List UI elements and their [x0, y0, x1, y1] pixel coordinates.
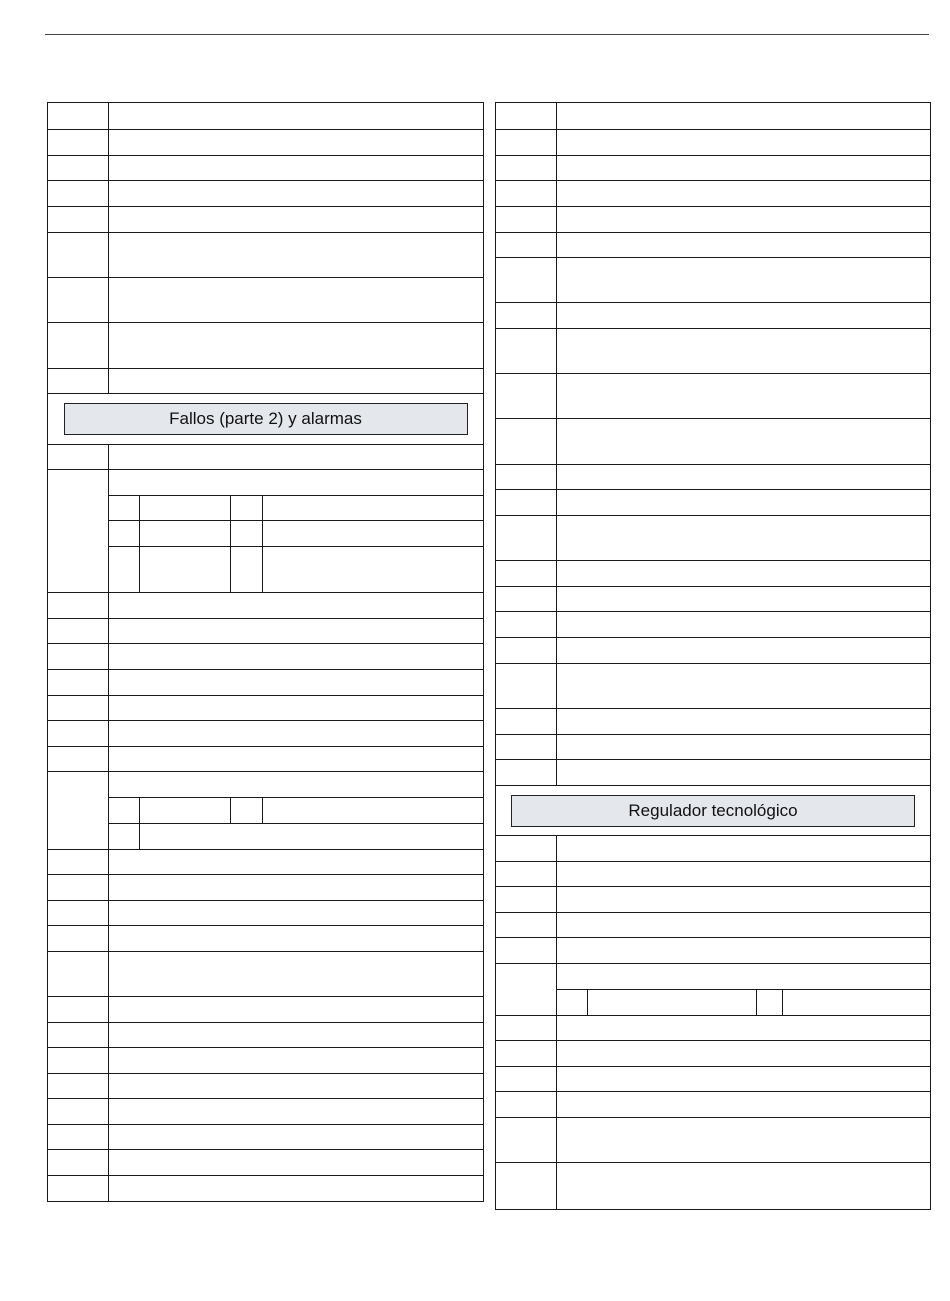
table-row — [48, 696, 483, 721]
sub-row — [109, 824, 483, 849]
description-cell — [557, 103, 930, 129]
description-cell — [109, 1074, 483, 1098]
code-cell — [496, 760, 557, 785]
code-cell — [496, 709, 557, 734]
description-cell — [109, 470, 483, 592]
sub-header — [557, 964, 930, 990]
description-cell — [109, 593, 483, 618]
description-cell — [557, 862, 930, 886]
table-row — [496, 1016, 930, 1041]
table-row — [48, 233, 483, 278]
section-header-row — [496, 786, 930, 836]
description-cell — [109, 1176, 483, 1201]
code-cell — [496, 329, 557, 373]
table-row — [496, 587, 930, 612]
sub-header — [109, 470, 483, 496]
description-cell — [557, 156, 930, 180]
description-cell — [109, 747, 483, 771]
table-row — [48, 130, 483, 156]
description-cell — [109, 997, 483, 1022]
section-header: Fallos (parte 2) y alarmas — [64, 403, 468, 435]
code-cell — [496, 938, 557, 963]
sub-row — [109, 798, 483, 824]
description-cell — [109, 850, 483, 874]
table-row — [48, 278, 483, 323]
description-cell — [557, 836, 930, 861]
description-cell — [109, 233, 483, 277]
description-cell — [557, 258, 930, 302]
code-cell — [48, 1099, 109, 1124]
table-row — [48, 1048, 483, 1074]
description-cell — [109, 278, 483, 322]
table-row — [496, 465, 930, 490]
table-row — [48, 323, 483, 369]
table-row — [496, 735, 930, 760]
description-cell — [109, 772, 483, 849]
code-cell — [496, 561, 557, 586]
table-row — [48, 593, 483, 619]
code-cell — [496, 1067, 557, 1091]
code-cell — [48, 369, 109, 393]
description-cell — [109, 619, 483, 643]
description-cell — [557, 1067, 930, 1091]
code-cell — [496, 1016, 557, 1040]
description-cell — [109, 901, 483, 925]
code-cell — [48, 445, 109, 469]
code-cell — [496, 664, 557, 708]
description-cell — [109, 875, 483, 900]
description-cell — [557, 638, 930, 663]
description-cell — [109, 1125, 483, 1149]
table-row — [496, 419, 930, 465]
table-row — [48, 747, 483, 772]
table-row — [48, 926, 483, 952]
table-row — [48, 207, 483, 233]
description-cell — [557, 664, 930, 708]
code-cell — [496, 419, 557, 464]
description-cell — [557, 938, 930, 963]
left-table — [47, 102, 484, 1202]
table-row — [496, 516, 930, 561]
code-cell — [496, 130, 557, 155]
table-row — [48, 445, 483, 470]
table-row — [48, 952, 483, 997]
table-row — [496, 1067, 930, 1092]
code-cell — [496, 638, 557, 663]
table-row — [496, 561, 930, 587]
code-cell — [48, 696, 109, 720]
code-cell — [48, 278, 109, 322]
table-row — [496, 1092, 930, 1118]
description-cell — [109, 696, 483, 720]
code-cell — [496, 1163, 557, 1209]
code-cell — [48, 619, 109, 643]
code-cell — [496, 735, 557, 759]
description-cell — [557, 887, 930, 912]
description-cell — [557, 1163, 930, 1209]
section-header-row — [48, 394, 483, 445]
code-cell — [48, 1048, 109, 1073]
table-row — [496, 664, 930, 709]
table-row — [496, 938, 930, 964]
table-row — [48, 156, 483, 181]
table-row — [48, 181, 483, 207]
description-cell — [109, 130, 483, 155]
description-cell — [109, 1099, 483, 1124]
code-cell — [48, 772, 109, 849]
table-row — [496, 913, 930, 938]
table-row — [48, 103, 483, 130]
table-row — [48, 875, 483, 901]
right-table — [495, 102, 931, 1210]
code-cell — [48, 875, 109, 900]
description-cell — [557, 964, 930, 1015]
description-cell — [557, 130, 930, 155]
code-cell — [48, 1125, 109, 1149]
code-cell — [48, 156, 109, 180]
code-cell — [496, 887, 557, 912]
description-cell — [109, 952, 483, 996]
description-cell — [557, 1092, 930, 1117]
section-header: Regulador tecnológico — [511, 795, 915, 827]
code-cell — [48, 901, 109, 925]
table-row — [496, 103, 930, 130]
table-row — [496, 181, 930, 207]
table-row-nested — [496, 964, 930, 1016]
table-row — [48, 1125, 483, 1150]
code-cell — [496, 181, 557, 206]
code-cell — [48, 1023, 109, 1047]
code-cell — [48, 233, 109, 277]
description-cell — [109, 1150, 483, 1175]
table-row — [496, 862, 930, 887]
code-cell — [48, 1150, 109, 1175]
code-cell — [48, 130, 109, 155]
table-row — [496, 303, 930, 329]
code-cell — [496, 465, 557, 489]
description-cell — [557, 419, 930, 464]
table-row — [48, 901, 483, 926]
code-cell — [48, 747, 109, 771]
description-cell — [109, 445, 483, 469]
code-cell — [496, 374, 557, 418]
code-cell — [496, 516, 557, 560]
table-row — [496, 130, 930, 156]
description-cell — [557, 1041, 930, 1066]
code-cell — [48, 850, 109, 874]
code-cell — [48, 181, 109, 206]
description-cell — [557, 709, 930, 734]
description-cell — [557, 233, 930, 257]
table-row — [496, 1163, 930, 1209]
code-cell — [48, 670, 109, 695]
table-row — [496, 1041, 930, 1067]
left-table-column — [47, 102, 484, 1202]
description-cell — [109, 670, 483, 695]
code-cell — [496, 207, 557, 232]
table-row — [496, 638, 930, 664]
code-cell — [496, 490, 557, 515]
description-cell — [557, 760, 930, 785]
table-row — [496, 258, 930, 303]
description-cell — [557, 207, 930, 232]
table-row — [496, 836, 930, 862]
code-cell — [496, 103, 557, 129]
code-cell — [496, 913, 557, 937]
table-row-nested — [48, 772, 483, 850]
sub-row — [109, 521, 483, 547]
description-cell — [557, 735, 930, 759]
table-row — [48, 1150, 483, 1176]
code-cell — [48, 926, 109, 951]
table-row — [496, 709, 930, 735]
table-row — [496, 760, 930, 786]
right-table-column — [495, 102, 931, 1210]
description-cell — [109, 156, 483, 180]
sub-row — [557, 990, 930, 1015]
code-cell — [48, 644, 109, 669]
code-cell — [496, 233, 557, 257]
table-row — [48, 1074, 483, 1099]
description-cell — [557, 181, 930, 206]
table-row — [496, 1118, 930, 1163]
description-cell — [557, 561, 930, 586]
code-cell — [496, 612, 557, 637]
description-cell — [109, 207, 483, 232]
description-cell — [109, 103, 483, 129]
code-cell — [496, 836, 557, 861]
table-row — [48, 997, 483, 1023]
table-row — [48, 1023, 483, 1048]
description-cell — [109, 644, 483, 669]
table-row — [496, 329, 930, 374]
table-row — [48, 850, 483, 875]
description-cell — [109, 1048, 483, 1073]
table-row — [496, 490, 930, 516]
sub-header — [109, 772, 483, 798]
description-cell — [109, 369, 483, 393]
table-row-nested — [48, 470, 483, 593]
description-cell — [557, 329, 930, 373]
table-row — [48, 670, 483, 696]
description-cell — [109, 181, 483, 206]
code-cell — [496, 258, 557, 302]
code-cell — [496, 964, 557, 1015]
table-row — [496, 156, 930, 181]
description-cell — [557, 465, 930, 489]
table-row — [48, 1176, 483, 1201]
code-cell — [496, 862, 557, 886]
description-cell — [557, 1118, 930, 1162]
description-cell — [557, 490, 930, 515]
description-cell — [557, 303, 930, 328]
sub-row — [109, 496, 483, 521]
description-cell — [109, 1023, 483, 1047]
code-cell — [496, 1041, 557, 1066]
code-cell — [496, 303, 557, 328]
code-cell — [48, 952, 109, 996]
description-cell — [557, 587, 930, 611]
code-cell — [48, 323, 109, 368]
code-cell — [48, 721, 109, 746]
code-cell — [48, 207, 109, 232]
code-cell — [48, 470, 109, 592]
description-cell — [557, 1016, 930, 1040]
top-rule — [45, 34, 929, 35]
code-cell — [48, 103, 109, 129]
code-cell — [496, 156, 557, 180]
table-row — [48, 721, 483, 747]
table-row — [496, 612, 930, 638]
table-row — [496, 207, 930, 233]
table-row — [496, 374, 930, 419]
description-cell — [109, 721, 483, 746]
code-cell — [48, 593, 109, 618]
description-cell — [557, 516, 930, 560]
table-row — [496, 233, 930, 258]
description-cell — [557, 913, 930, 937]
code-cell — [496, 1118, 557, 1162]
code-cell — [48, 1074, 109, 1098]
sub-row — [109, 547, 483, 592]
description-cell — [109, 926, 483, 951]
code-cell — [48, 997, 109, 1022]
code-cell — [496, 587, 557, 611]
table-row — [48, 619, 483, 644]
description-cell — [557, 612, 930, 637]
table-row — [496, 887, 930, 913]
description-cell — [109, 323, 483, 368]
description-cell — [557, 374, 930, 418]
code-cell — [48, 1176, 109, 1201]
code-cell — [496, 1092, 557, 1117]
table-row — [48, 369, 483, 394]
table-row — [48, 644, 483, 670]
table-row — [48, 1099, 483, 1125]
